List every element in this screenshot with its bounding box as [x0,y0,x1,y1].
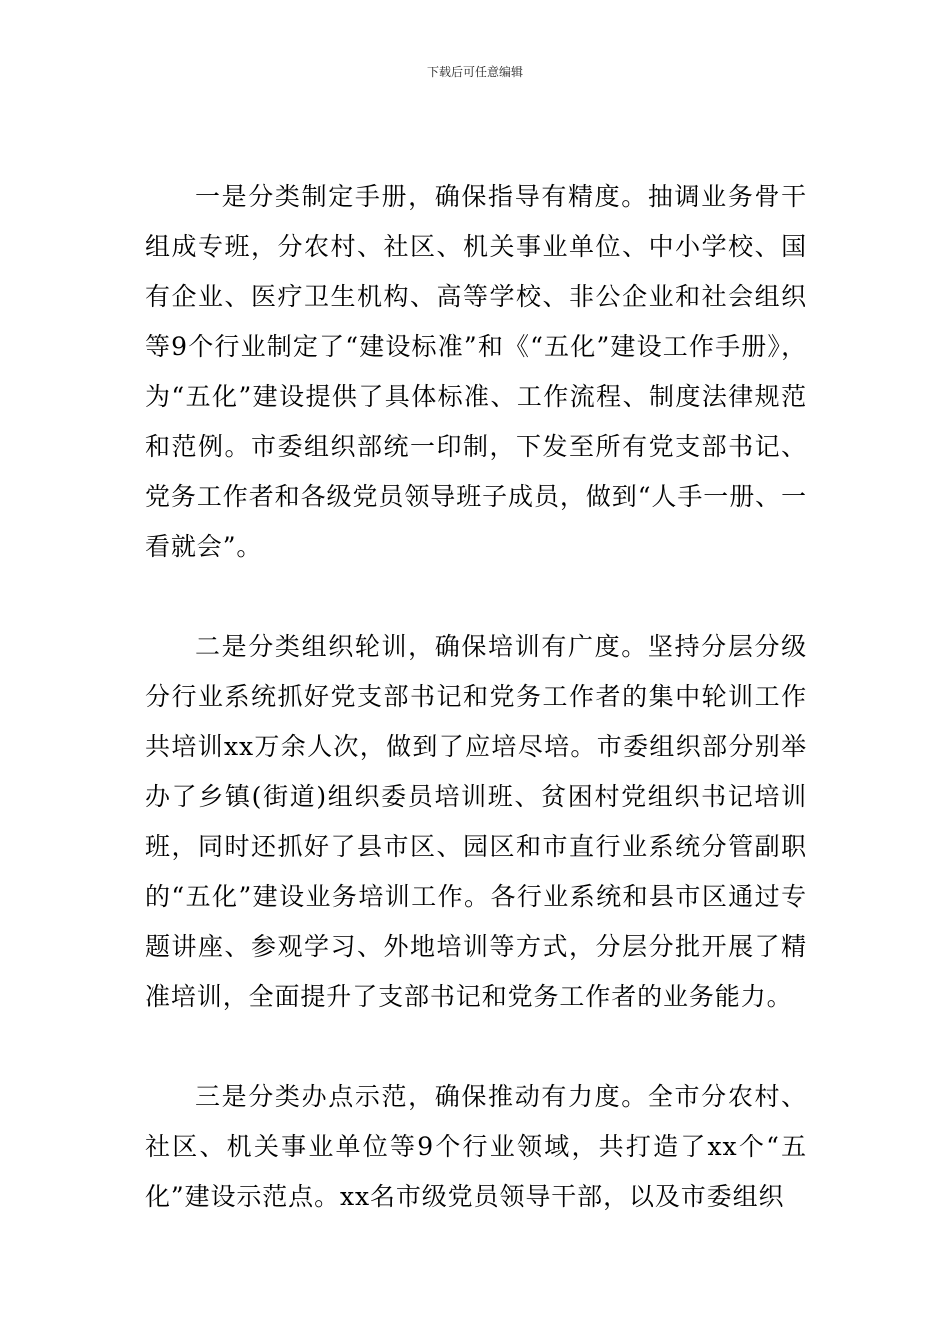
document-body [145,172,807,1222]
paragraph-3: 三是分类办点示范，确保推动有力度。全市分农村、社区、机关事业单位等9个行业领域，共打造了xx个“五化”建设示范点。xx名市级党员领导干部，以及市委组织 [145,1082,807,1211]
paragraph-1: 一是分类制定手册，确保指导有精度。抽调业务骨干组成专班，分农村、社区、机关事业单位、中小学校、国有企业、医疗卫生机构、高等学校、非公企业和社会组织等9个行业制定了“建设标准”和《“五化”建设工作手册》，为“五化”建设提供了具体标准、工作流程、制度法律规范和范例。市委组织部统一印制，下发至所有党支部书记、党务工作者和各级党员领导班子成员，做到“人手一册、一看就会”。 [145,182,807,561]
page-header: 下载后可任意编辑 [426,65,523,79]
paragraph-2: 二是分类组织轮训，确保培训有广度。坚持分层分级分行业系统抓好党支部书记和党务工作者的集中轮训工作共培训xx万余人次，做到了应培尽培。市委组织部分别举办了乡镇(街道)组织委员培训班、贫困村党组织书记培训班，同时还抓好了县市区、园区和市直行业系统分管副职的“五化”建设业务培训工作。各行业系统和县市区通过专题讲座、参观学习、外地培训等方式，分层分批开展了精准培训，全面提升了支部书记和党务工作者的业务能力。 [145,632,807,1011]
